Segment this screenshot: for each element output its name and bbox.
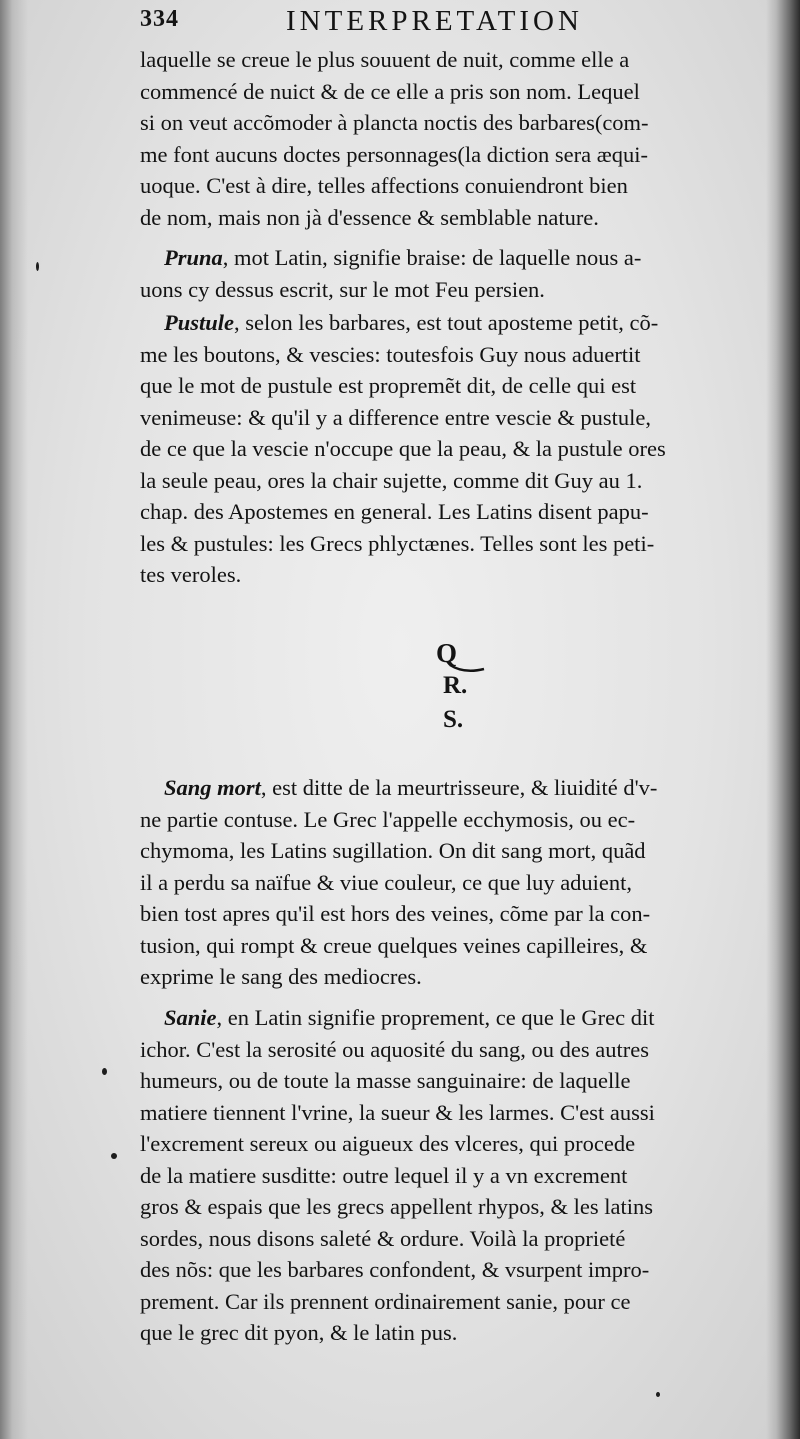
text-line: ichor. C'est la serosité ou aquosité du sang, ou des autres — [140, 1036, 649, 1062]
entry-term: Pustule — [164, 310, 235, 335]
ink-speck — [656, 1392, 660, 1397]
text-line: venimeuse: & qu'il y a difference entre vescie & pustule, — [140, 404, 651, 430]
entry-first-line — [140, 307, 752, 339]
entry-pustule — [140, 307, 752, 591]
text-line: uoque. C'est à dire, telles affections conuiendront bien — [140, 173, 628, 198]
section-letter-s: S. — [443, 706, 464, 733]
continuation-paragraph — [140, 44, 752, 233]
ink-speck — [111, 1153, 117, 1159]
text-line: chymoma, les Latins sugillation. On dit sang mort, quãd — [140, 838, 646, 863]
text-line: exprime le sang des mediocres. — [140, 964, 422, 989]
text-line: ne partie contuse. Le Grec l'appelle ecchymosis, ou ec- — [140, 806, 636, 832]
text-line: prement. Car ils prennent ordinairement sanie, pour ce — [140, 1288, 631, 1314]
text-line: de la matiere susditte: outre lequel il y a vn excrement — [140, 1162, 628, 1188]
entry-term: Pruna — [164, 245, 223, 270]
entry-first-line — [140, 1002, 752, 1034]
text-line: bien tost apres qu'il est hors des veines, cõme par la con- — [140, 901, 651, 926]
entry-first-line — [140, 772, 752, 804]
text-line: que le grec dit pyon, & le latin pus. — [140, 1320, 458, 1345]
text-line: laquelle se creue le plus souuent de nuit, comme elle a — [140, 47, 630, 72]
running-title: INTERPRETATION — [286, 5, 583, 37]
entry-text: , mot Latin, signifie braise: de laquelle nous a- — [222, 245, 642, 270]
text-line: chap. des Apostemes en general. Les Latins disent papu- — [140, 499, 649, 524]
entry-text: , selon les barbares, est tout aposteme petit, cõ- — [234, 310, 659, 335]
text-line: la seule peau, ores la chair sujette, comme dit Guy au 1. — [140, 467, 643, 493]
entry-term: Sanie — [164, 1005, 217, 1030]
text-line: matiere tiennent l'vrine, la sueur & les larmes. C'est aussi — [140, 1099, 655, 1125]
entry-term: Sang mort — [164, 775, 261, 800]
entry-first-line — [140, 242, 752, 274]
entry-sanie — [140, 1002, 752, 1380]
entry-sang-mort — [140, 772, 752, 993]
text-line: uons cy dessus escrit, sur le mot Feu persien. — [140, 276, 545, 302]
text-line: l'excrement sereux ou aigueux des vlceres, qui procede — [140, 1131, 636, 1156]
text-line: que le mot de pustule est propremẽt dit, de celle qui est — [140, 373, 637, 398]
text-line: tusion, qui rompt & creue quelques veines capilleires, & — [140, 932, 648, 958]
page-gutter-right — [766, 0, 800, 1439]
section-letter-q — [436, 638, 486, 676]
text-line: des nõs: que les barbares confondent, & vsurpent impro- — [140, 1257, 650, 1282]
page-gutter-left — [0, 0, 28, 1439]
text-line: humeurs, ou de toute la masse sanguinaire: de laquelle — [140, 1068, 631, 1093]
page-number: 334 — [140, 6, 179, 32]
text-line: me les boutons, & vescies: toutesfois Guy nous aduertit — [140, 341, 641, 367]
text-line — [140, 1349, 752, 1381]
text-line: sordes, nous disons saleté & ordure. Voilà la proprieté — [140, 1225, 626, 1251]
ink-speck — [36, 262, 39, 271]
text-line: il a perdu sa naïfue & viue couleur, ce que luy aduient, — [140, 869, 633, 895]
text-line: de ce que la vescie n'occupe que la peau, & la pustule ores — [140, 436, 666, 461]
text-line: de nom, mais non jà d'essence & semblable nature. — [140, 204, 599, 230]
page-header — [140, 4, 750, 38]
text-line: les & pustules: les Grecs phlyctænes. Telles sont les peti- — [140, 530, 655, 556]
text-line: me font aucuns doctes personnages(la diction sera æqui- — [140, 141, 648, 167]
text-line: si on veut accõmoder à plancta noctis des barbares(com- — [140, 110, 649, 135]
section-letter-q-text: Q — [436, 638, 458, 668]
text-line: commencé de nuict & de ce elle a pris son nom. Lequel — [140, 78, 640, 104]
text-line: tes veroles. — [140, 562, 242, 587]
section-letter-r: R. — [443, 672, 468, 699]
entry-text: , en Latin signifie proprement, ce que le Grec dit — [216, 1005, 655, 1030]
text-line: gros & espais que les grecs appellent rhypos, & les latins — [140, 1194, 654, 1219]
ink-speck — [102, 1068, 107, 1075]
entry-text: , est ditte de la meurtrisseure, & liuidité d'v- — [260, 775, 658, 800]
q-tail-flourish — [436, 638, 486, 676]
entry-pruna — [140, 242, 752, 305]
